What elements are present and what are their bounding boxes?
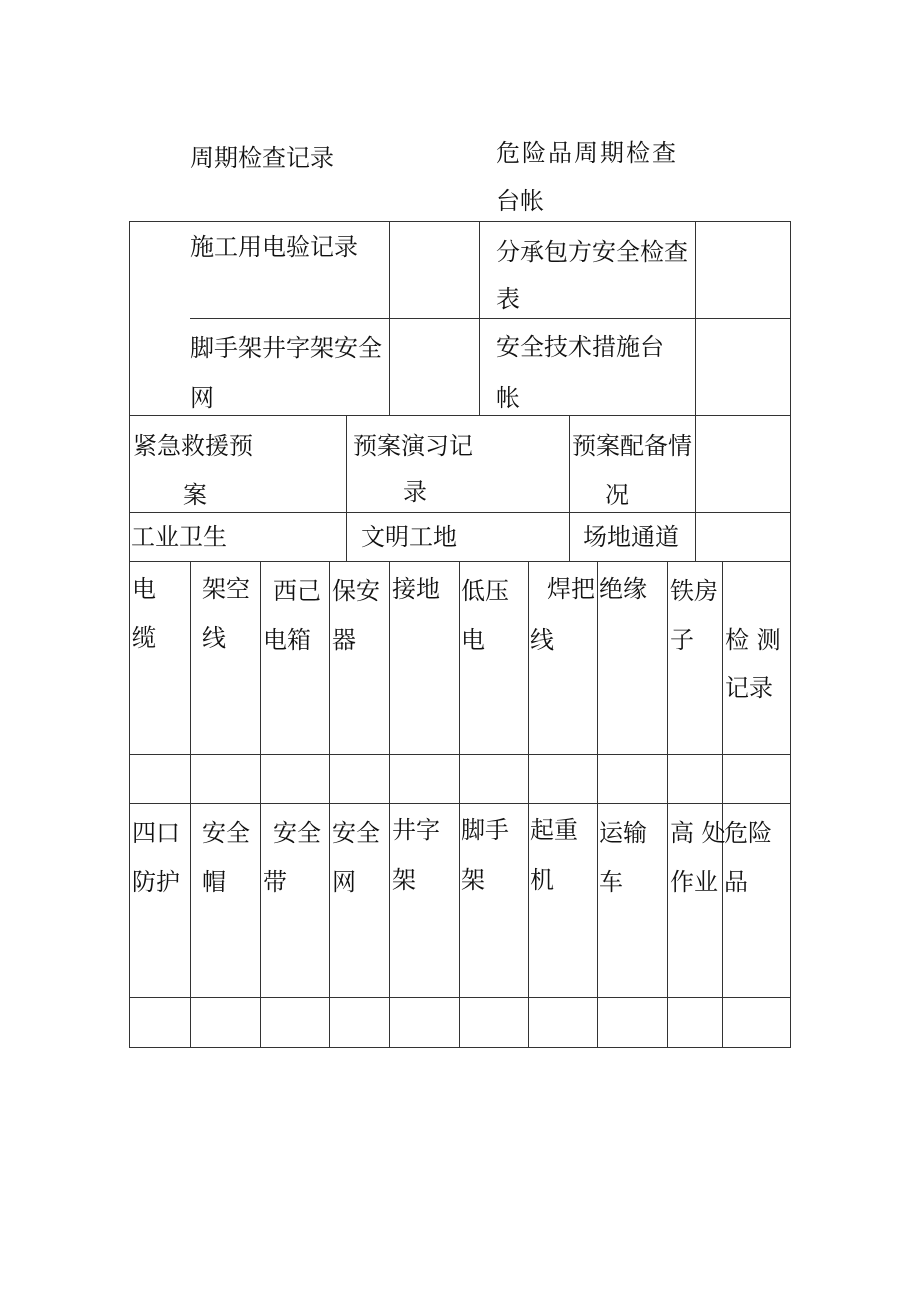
col-divider	[667, 561, 668, 1047]
prot-safety-helmet: 帽	[202, 868, 226, 896]
record-scaffold-line2: 网	[190, 384, 214, 412]
col-divider	[389, 561, 390, 1047]
record-subcontractor-line1: 分承包方安全检查	[496, 238, 688, 266]
prot-crane: 起重	[530, 816, 578, 844]
prot-well-frame: 架	[392, 866, 416, 894]
plan-equipment-line1: 预案配备情	[572, 432, 692, 460]
row-divider	[130, 754, 790, 755]
col-divider	[190, 561, 191, 1047]
elec-inspection-record: 检 测	[725, 626, 781, 654]
prot-transport-vehicle: 运输	[599, 819, 647, 847]
col-divider	[389, 222, 390, 415]
elec-iron-shed: 铁房	[670, 577, 718, 605]
elec-overhead-line: 线	[202, 624, 226, 652]
emergency-plan-line1: 紧急救援预	[133, 432, 253, 460]
record-power-check: 施工用电验记录	[190, 233, 358, 261]
elec-distribution-box: 西己	[273, 577, 321, 605]
col-divider	[346, 415, 347, 561]
record-subcontractor-line2: 表	[496, 285, 520, 313]
drill-record-line1: 预案演习记	[353, 432, 473, 460]
elec-overhead-line: 架空	[202, 575, 250, 603]
elec-cable: 电	[132, 575, 156, 603]
col-divider	[459, 561, 460, 1047]
prot-safety-belt: 安全	[273, 819, 321, 847]
prot-work-at-height: 作业	[670, 868, 718, 896]
col-divider	[528, 561, 529, 1047]
prot-safety-helmet: 安全	[202, 819, 250, 847]
header-right-label-line1: 危险品周期检查	[496, 139, 678, 167]
record-measures-line2: 帐	[496, 384, 520, 412]
col-divider	[479, 222, 480, 415]
record-measures-line1: 安全技术措施台	[496, 333, 664, 361]
header-right-label-line2: 台帐	[496, 187, 544, 215]
prot-four-openings: 防护	[132, 868, 180, 896]
prot-hazardous-goods: 危险	[724, 819, 772, 847]
row-divider	[130, 997, 790, 998]
prot-scaffold: 脚手	[461, 816, 509, 844]
prot-scaffold: 架	[461, 866, 485, 894]
elec-low-voltage: 低压	[461, 577, 509, 605]
site-civilized: 文明工地	[361, 523, 457, 551]
col-divider	[695, 415, 696, 561]
elec-iron-shed: 子	[670, 626, 694, 654]
prot-four-openings: 四口	[132, 819, 180, 847]
prot-well-frame: 井字	[392, 816, 440, 844]
col-divider	[722, 561, 723, 1047]
prot-crane: 机	[530, 866, 554, 894]
row-divider	[130, 803, 790, 804]
col-divider	[569, 415, 570, 561]
col-divider	[597, 561, 598, 1047]
prot-transport-vehicle: 车	[599, 868, 623, 896]
elec-low-voltage: 电	[461, 626, 485, 654]
elec-insulation: 绝缘	[599, 575, 647, 603]
prot-work-at-height: 高 处	[670, 819, 726, 847]
col-divider	[695, 222, 696, 415]
elec-welding-line: 焊把	[547, 575, 595, 603]
col-divider	[329, 561, 330, 1047]
elec-grounding: 接地	[392, 575, 440, 603]
elec-welding-line: 线	[530, 626, 554, 654]
header-left-label: 周期检查记录	[190, 144, 334, 172]
elec-cable: 缆	[132, 624, 156, 652]
row-divider	[190, 318, 790, 319]
site-passage: 场地通道	[583, 523, 679, 551]
prot-safety-belt: 带	[263, 868, 287, 896]
row-divider	[130, 415, 790, 416]
row-divider	[130, 512, 790, 513]
plan-equipment-line2: 况	[605, 481, 629, 509]
emergency-plan-line2: 案	[183, 481, 207, 509]
elec-distribution-box: 电箱	[263, 626, 311, 654]
prot-safety-net: 网	[332, 868, 356, 896]
col-divider	[260, 561, 261, 1047]
record-scaffold-line1: 脚手架井字架安全	[190, 334, 382, 362]
row-divider	[130, 561, 790, 562]
site-hygiene: 工业卫生	[131, 523, 227, 551]
elec-inspection-record: 记录	[725, 674, 773, 702]
elec-protector: 保安	[332, 577, 380, 605]
drill-record-line2: 录	[403, 478, 427, 506]
elec-protector: 器	[332, 626, 356, 654]
prot-safety-net: 安全	[332, 819, 380, 847]
prot-hazardous-goods: 品	[724, 868, 748, 896]
